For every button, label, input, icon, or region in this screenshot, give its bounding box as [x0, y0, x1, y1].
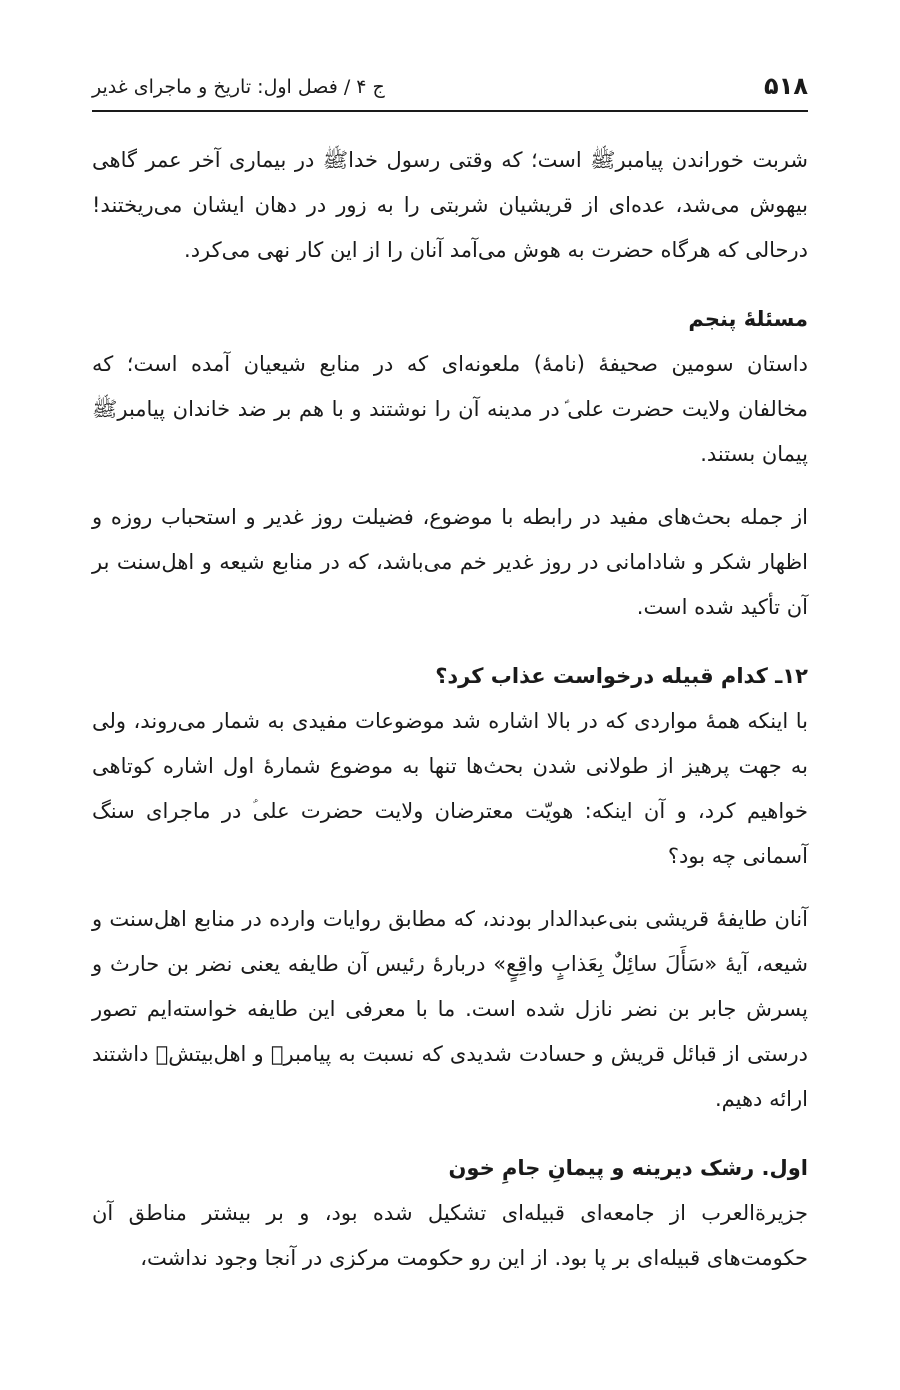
paragraph: جزیرةالعرب از جامعه‌ای قبیله‌ای تشکیل شده بود، و بر بیشتر مناطق آن حکومت‌های قبیله‌ای بر پا بود. از این رو حکومت مرکزی در آنجا وجود نداشت،	[92, 1201, 808, 1270]
paragraph: شربت خوراندن پیامبرﷺ است؛ که وقتی رسول خداﷺ در بیماری آخر عمر گاهی بیهوش می‌شد، عده‌ای از قریشیان شربتی را به زور در دهان ایشان می‌ریختند! درحالی که هرگاه حضرت به هوش می‌آمد آنان را از این کار نهی می‌کرد.	[92, 148, 808, 262]
section-heading: اول. رشک دیرینه و پیمانِ جامِ خون	[448, 1156, 808, 1180]
paragraph: داستان سومین صحیفۀ (نامۀ) ملعونه‌ای که در منابع شیعیان آمده است؛ که مخالفان ولایت حضرت علی‌ؑ در مدینه آن را نوشتند و با هم بر ضد خاندان پیامبرﷺ پیمان بستند.	[92, 352, 808, 466]
section-heading: ۱۲ـ کدام قبیله درخواست عذاب کرد؟	[435, 664, 808, 688]
running-header	[92, 66, 808, 112]
page-number: ۵۱۸	[764, 72, 808, 100]
chapter-title: ج ۴ / فصل اول: تاریخ و ماجرای غدیر	[92, 76, 385, 98]
book-page	[92, 0, 808, 1390]
section-heading: مسئلۀ پنجم	[688, 307, 808, 331]
paragraph: آنان طایفۀ قریشی بنی‌عبدالدار بودند، که مطابق روایات وارده در منابع اهل‌سنت و شیعه، آیۀ «سَأَلَ سائِلٌ بِعَذابٍ واقِعٍ» دربارۀ رئیس آن طایفه یعنی نضر بن حارث و پسرش جابر بن نضر نازل شده است. ما با معرفی این طایفه خواسته‌ایم تصور درستی از قبائل قریش و حسادت شدیدی که نسبت به پیامبرﷺ و اهل‌بیتشؑ داشتند ارائه دهیم.	[92, 907, 808, 1111]
paragraph: با اینکه همۀ مواردی که در بالا اشاره شد موضوعات مفیدی به شمار می‌روند، ولی به جهت پرهیز از طولانی شدن بحث‌ها تنها به موضوع شمارۀ اول اشاره کوتاهی خواهیم کرد، و آن اینکه: هویّت معترضان ولایت حضرت علی‌ؑ در ماجرای سنگ آسمانی چه بود؟	[92, 709, 808, 868]
paragraph: از جمله بحث‌های مفید در رابطه با موضوع، فضیلت روز غدیر و استحباب روزه و اظهار شکر و شادامانی در روز غدیر خم می‌باشد، که در منابع شیعه و اهل‌سنت بر آن تأکید شده است.	[92, 505, 808, 619]
page-body	[92, 138, 808, 1281]
